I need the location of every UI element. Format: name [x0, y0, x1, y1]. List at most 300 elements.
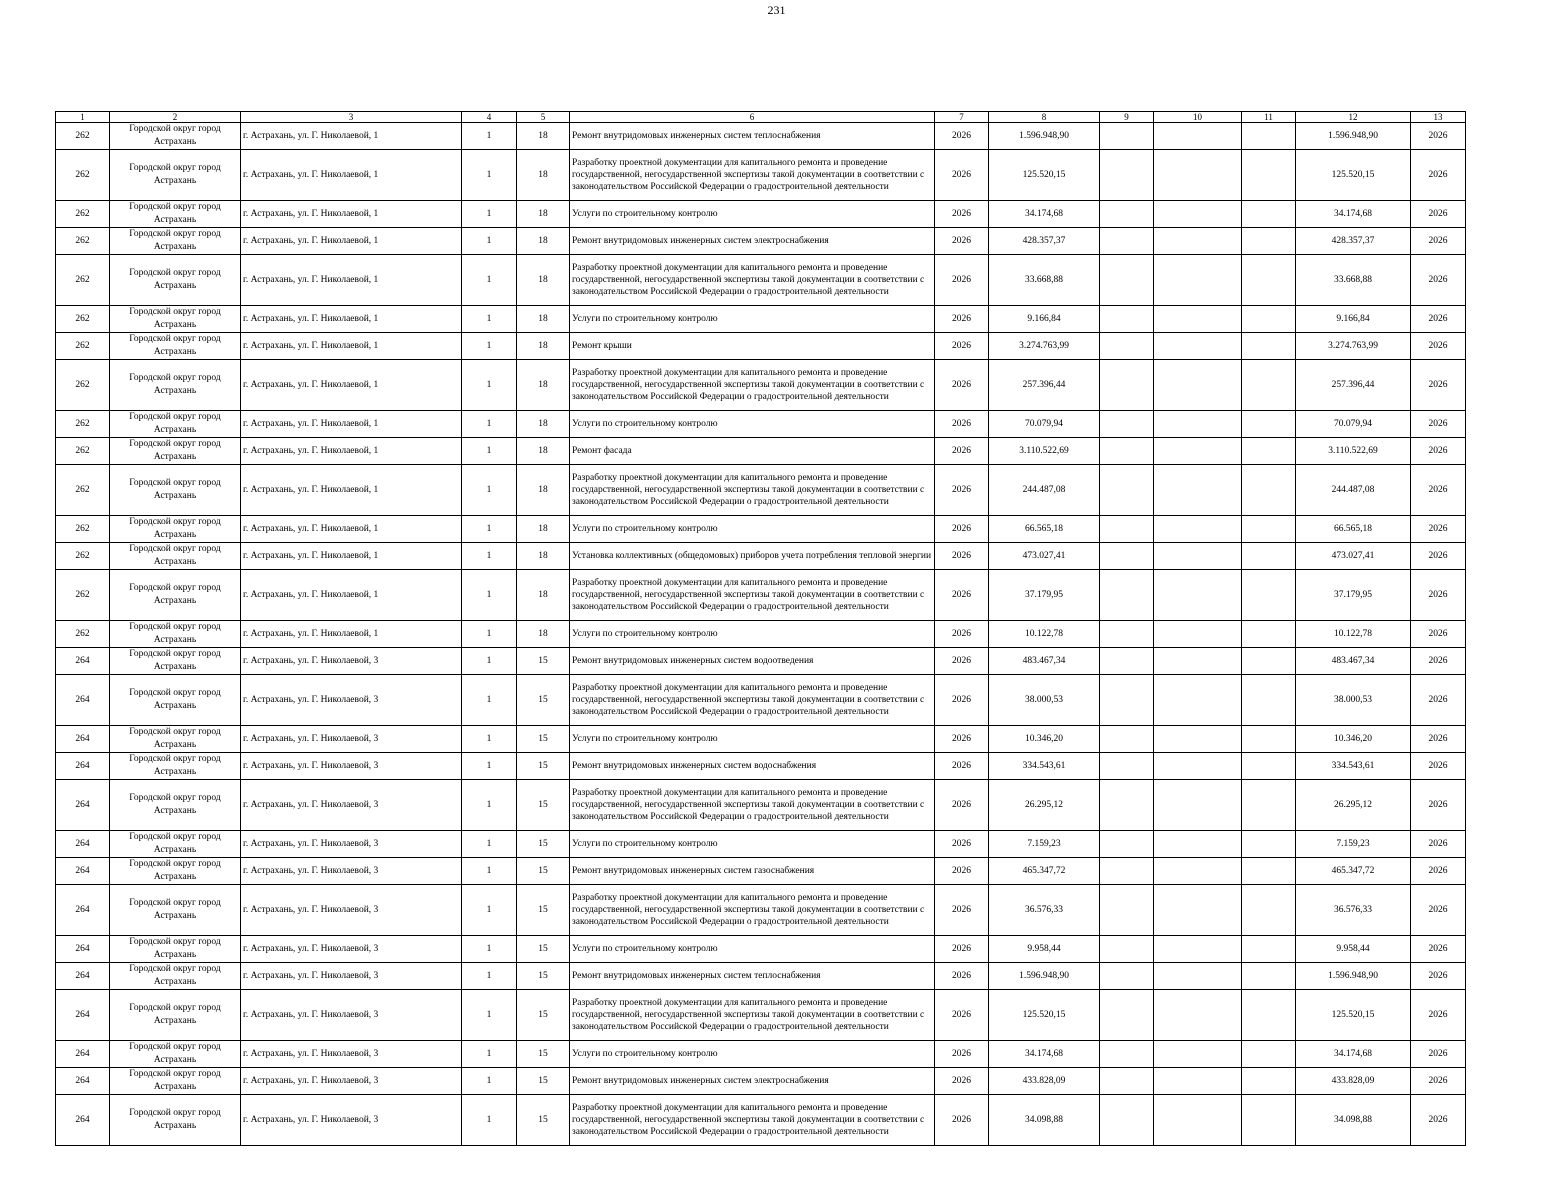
column-4-cell: 1 — [462, 201, 517, 228]
column-9-cell — [1100, 936, 1154, 963]
column-9-cell — [1100, 990, 1154, 1041]
column-4-cell: 1 — [462, 570, 517, 621]
work-type-cell: Ремонт крыши — [570, 333, 935, 360]
work-type-cell: Услуги по строительному контролю — [570, 306, 935, 333]
row-number-cell: 264 — [56, 675, 110, 726]
year-cell: 2026 — [935, 831, 989, 858]
total-cost-cell: 34.174,68 — [989, 1041, 1100, 1068]
year-cell: 2026 — [935, 465, 989, 516]
address-cell: г. Астрахань, ул. Г. Николаевой, 1 — [241, 360, 462, 411]
row-number-cell: 264 — [56, 990, 110, 1041]
column-11-cell — [1242, 228, 1296, 255]
column-4-cell: 1 — [462, 123, 517, 150]
column-4-cell: 1 — [462, 858, 517, 885]
column-5-cell: 18 — [517, 621, 570, 648]
column-9-cell — [1100, 516, 1154, 543]
column-9-cell — [1100, 621, 1154, 648]
column-4-cell: 1 — [462, 306, 517, 333]
table-row — [56, 675, 1466, 726]
column-10-cell — [1154, 123, 1242, 150]
column-5-cell: 15 — [517, 1095, 570, 1146]
year-cell: 2026 — [935, 255, 989, 306]
column-5-cell: 15 — [517, 963, 570, 990]
municipality-cell: Городской округ город Астрахань — [110, 753, 241, 780]
row-number-cell: 264 — [56, 936, 110, 963]
column-header: 7 — [935, 112, 989, 123]
work-type-cell: Разработку проектной документации для капитального ремонта и проведение государственной, негосударственной экспертизы такой документации в соответствии с законодательством Российской Федерации о градостроительной деятельности — [570, 150, 935, 201]
total-cost-cell: 34.098,88 — [989, 1095, 1100, 1146]
column-10-cell — [1154, 675, 1242, 726]
column-10-cell — [1154, 438, 1242, 465]
year-cell: 2026 — [935, 516, 989, 543]
row-number-cell: 264 — [56, 753, 110, 780]
column-9-cell — [1100, 831, 1154, 858]
fund-cost-cell: 10.122,78 — [1296, 621, 1411, 648]
municipality-cell: Городской округ город Астрахань — [110, 858, 241, 885]
municipality-cell: Городской округ город Астрахань — [110, 570, 241, 621]
row-number-cell: 262 — [56, 255, 110, 306]
column-header: 10 — [1154, 112, 1242, 123]
column-4-cell: 1 — [462, 516, 517, 543]
column-header: 3 — [241, 112, 462, 123]
total-cost-cell: 70.079,94 — [989, 411, 1100, 438]
total-cost-cell: 36.576,33 — [989, 885, 1100, 936]
row-number-cell: 262 — [56, 360, 110, 411]
total-cost-cell: 3.274.763,99 — [989, 333, 1100, 360]
address-cell: г. Астрахань, ул. Г. Николаевой, 1 — [241, 228, 462, 255]
column-10-cell — [1154, 516, 1242, 543]
row-number-cell: 264 — [56, 963, 110, 990]
address-cell: г. Астрахань, ул. Г. Николаевой, 3 — [241, 963, 462, 990]
total-cost-cell: 7.159,23 — [989, 831, 1100, 858]
year-cell: 2026 — [935, 621, 989, 648]
column-5-cell: 18 — [517, 255, 570, 306]
address-cell: г. Астрахань, ул. Г. Николаевой, 1 — [241, 411, 462, 438]
column-5-cell: 18 — [517, 465, 570, 516]
year-cell: 2026 — [935, 648, 989, 675]
column-10-cell — [1154, 936, 1242, 963]
column-10-cell — [1154, 306, 1242, 333]
completion-year-cell: 2026 — [1411, 1041, 1466, 1068]
municipality-cell: Городской округ город Астрахань — [110, 123, 241, 150]
address-cell: г. Астрахань, ул. Г. Николаевой, 3 — [241, 885, 462, 936]
row-number-cell: 262 — [56, 150, 110, 201]
address-cell: г. Астрахань, ул. Г. Николаевой, 3 — [241, 858, 462, 885]
address-cell: г. Астрахань, ул. Г. Николаевой, 3 — [241, 831, 462, 858]
address-cell: г. Астрахань, ул. Г. Николаевой, 3 — [241, 726, 462, 753]
column-5-cell: 15 — [517, 648, 570, 675]
column-11-cell — [1242, 936, 1296, 963]
column-11-cell — [1242, 726, 1296, 753]
column-10-cell — [1154, 858, 1242, 885]
work-type-cell: Разработку проектной документации для капитального ремонта и проведение государственной, негосударственной экспертизы такой документации в соответствии с законодательством Российской Федерации о градостроительной деятельности — [570, 885, 935, 936]
table-row — [56, 201, 1466, 228]
column-4-cell: 1 — [462, 228, 517, 255]
year-cell: 2026 — [935, 1068, 989, 1095]
total-cost-cell: 9.958,44 — [989, 936, 1100, 963]
column-5-cell: 18 — [517, 411, 570, 438]
work-type-cell: Услуги по строительному контролю — [570, 831, 935, 858]
column-5-cell: 18 — [517, 228, 570, 255]
total-cost-cell: 3.110.522,69 — [989, 438, 1100, 465]
work-type-cell: Ремонт внутридомовых инженерных систем электроснабжения — [570, 228, 935, 255]
table-body — [56, 123, 1466, 1146]
address-cell: г. Астрахань, ул. Г. Николаевой, 1 — [241, 570, 462, 621]
fund-cost-cell: 1.596.948,90 — [1296, 963, 1411, 990]
completion-year-cell: 2026 — [1411, 306, 1466, 333]
year-cell: 2026 — [935, 360, 989, 411]
address-cell: г. Астрахань, ул. Г. Николаевой, 1 — [241, 438, 462, 465]
municipality-cell: Городской округ город Астрахань — [110, 621, 241, 648]
column-9-cell — [1100, 885, 1154, 936]
fund-cost-cell: 257.396,44 — [1296, 360, 1411, 411]
column-10-cell — [1154, 360, 1242, 411]
column-11-cell — [1242, 753, 1296, 780]
completion-year-cell: 2026 — [1411, 936, 1466, 963]
completion-year-cell: 2026 — [1411, 438, 1466, 465]
column-4-cell: 1 — [462, 465, 517, 516]
column-11-cell — [1242, 570, 1296, 621]
total-cost-cell: 33.668,88 — [989, 255, 1100, 306]
table-row — [56, 411, 1466, 438]
total-cost-cell: 34.174,68 — [989, 201, 1100, 228]
total-cost-cell: 428.357,37 — [989, 228, 1100, 255]
column-11-cell — [1242, 306, 1296, 333]
column-11-cell — [1242, 255, 1296, 306]
column-11-cell — [1242, 831, 1296, 858]
column-10-cell — [1154, 150, 1242, 201]
fund-cost-cell: 125.520,15 — [1296, 150, 1411, 201]
column-11-cell — [1242, 465, 1296, 516]
year-cell: 2026 — [935, 726, 989, 753]
work-type-cell: Ремонт фасада — [570, 438, 935, 465]
column-11-cell — [1242, 885, 1296, 936]
table-row — [56, 621, 1466, 648]
column-9-cell — [1100, 648, 1154, 675]
address-cell: г. Астрахань, ул. Г. Николаевой, 3 — [241, 1095, 462, 1146]
year-cell: 2026 — [935, 123, 989, 150]
work-type-cell: Услуги по строительному контролю — [570, 1041, 935, 1068]
column-4-cell: 1 — [462, 543, 517, 570]
municipality-cell: Городской округ город Астрахань — [110, 885, 241, 936]
address-cell: г. Астрахань, ул. Г. Николаевой, 1 — [241, 465, 462, 516]
column-10-cell — [1154, 255, 1242, 306]
column-5-cell: 18 — [517, 543, 570, 570]
year-cell: 2026 — [935, 306, 989, 333]
work-type-cell: Установка коллективных (общедомовых) приборов учета потребления тепловой энергии — [570, 543, 935, 570]
column-5-cell: 15 — [517, 726, 570, 753]
table-row — [56, 516, 1466, 543]
column-header: 5 — [517, 112, 570, 123]
table-row — [56, 831, 1466, 858]
column-9-cell — [1100, 123, 1154, 150]
column-header: 11 — [1242, 112, 1296, 123]
column-5-cell: 15 — [517, 990, 570, 1041]
fund-cost-cell: 1.596.948,90 — [1296, 123, 1411, 150]
completion-year-cell: 2026 — [1411, 726, 1466, 753]
municipality-cell: Городской округ город Астрахань — [110, 648, 241, 675]
work-type-cell: Услуги по строительному контролю — [570, 411, 935, 438]
column-5-cell: 15 — [517, 1068, 570, 1095]
municipality-cell: Городской округ город Астрахань — [110, 1068, 241, 1095]
municipality-cell: Городской округ город Астрахань — [110, 1095, 241, 1146]
fund-cost-cell: 70.079,94 — [1296, 411, 1411, 438]
column-9-cell — [1100, 963, 1154, 990]
total-cost-cell: 1.596.948,90 — [989, 963, 1100, 990]
work-type-cell: Разработку проектной документации для капитального ремонта и проведение государственной, негосударственной экспертизы такой документации в соответствии с законодательством Российской Федерации о градостроительной деятельности — [570, 1095, 935, 1146]
municipality-cell: Городской округ город Астрахань — [110, 360, 241, 411]
fund-cost-cell: 26.295,12 — [1296, 780, 1411, 831]
work-type-cell: Разработку проектной документации для капитального ремонта и проведение государственной, негосударственной экспертизы такой документации в соответствии с законодательством Российской Федерации о градостроительной деятельности — [570, 465, 935, 516]
column-10-cell — [1154, 621, 1242, 648]
row-number-cell: 264 — [56, 831, 110, 858]
column-5-cell: 18 — [517, 201, 570, 228]
column-header: 9 — [1100, 112, 1154, 123]
municipality-cell: Городской округ город Астрахань — [110, 831, 241, 858]
row-number-cell: 262 — [56, 465, 110, 516]
row-number-cell: 264 — [56, 648, 110, 675]
column-header: 6 — [570, 112, 935, 123]
column-5-cell: 18 — [517, 123, 570, 150]
work-type-cell: Разработку проектной документации для капитального ремонта и проведение государственной, негосударственной экспертизы такой документации в соответствии с законодательством Российской Федерации о градостроительной деятельности — [570, 570, 935, 621]
year-cell: 2026 — [935, 201, 989, 228]
address-cell: г. Астрахань, ул. Г. Николаевой, 1 — [241, 150, 462, 201]
row-number-cell: 262 — [56, 306, 110, 333]
year-cell: 2026 — [935, 990, 989, 1041]
column-4-cell: 1 — [462, 831, 517, 858]
column-9-cell — [1100, 360, 1154, 411]
column-4-cell: 1 — [462, 255, 517, 306]
column-header: 13 — [1411, 112, 1466, 123]
column-4-cell: 1 — [462, 1068, 517, 1095]
address-cell: г. Астрахань, ул. Г. Николаевой, 1 — [241, 201, 462, 228]
municipality-cell: Городской округ город Астрахань — [110, 255, 241, 306]
table-row — [56, 780, 1466, 831]
column-5-cell: 15 — [517, 885, 570, 936]
row-number-cell: 264 — [56, 1041, 110, 1068]
completion-year-cell: 2026 — [1411, 1095, 1466, 1146]
column-9-cell — [1100, 1068, 1154, 1095]
year-cell: 2026 — [935, 411, 989, 438]
work-type-cell: Услуги по строительному контролю — [570, 516, 935, 543]
row-number-cell: 262 — [56, 228, 110, 255]
column-5-cell: 15 — [517, 831, 570, 858]
total-cost-cell: 38.000,53 — [989, 675, 1100, 726]
total-cost-cell: 257.396,44 — [989, 360, 1100, 411]
column-10-cell — [1154, 570, 1242, 621]
completion-year-cell: 2026 — [1411, 990, 1466, 1041]
table-row — [56, 306, 1466, 333]
year-cell: 2026 — [935, 543, 989, 570]
total-cost-cell: 1.596.948,90 — [989, 123, 1100, 150]
work-type-cell: Разработку проектной документации для капитального ремонта и проведение государственной, негосударственной экспертизы такой документации в соответствии с законодательством Российской Федерации о градостроительной деятельности — [570, 675, 935, 726]
column-9-cell — [1100, 333, 1154, 360]
column-11-cell — [1242, 333, 1296, 360]
total-cost-cell: 473.027,41 — [989, 543, 1100, 570]
column-4-cell: 1 — [462, 936, 517, 963]
column-10-cell — [1154, 726, 1242, 753]
column-9-cell — [1100, 465, 1154, 516]
fund-cost-cell: 37.179,95 — [1296, 570, 1411, 621]
completion-year-cell: 2026 — [1411, 516, 1466, 543]
table-row — [56, 753, 1466, 780]
column-4-cell: 1 — [462, 726, 517, 753]
table-row — [56, 570, 1466, 621]
year-cell: 2026 — [935, 858, 989, 885]
column-10-cell — [1154, 648, 1242, 675]
fund-cost-cell: 9.958,44 — [1296, 936, 1411, 963]
column-9-cell — [1100, 543, 1154, 570]
column-4-cell: 1 — [462, 885, 517, 936]
municipality-cell: Городской округ город Астрахань — [110, 936, 241, 963]
municipality-cell: Городской округ город Астрахань — [110, 333, 241, 360]
table-row — [56, 465, 1466, 516]
column-5-cell: 18 — [517, 360, 570, 411]
municipality-cell: Городской округ город Астрахань — [110, 675, 241, 726]
row-number-cell: 264 — [56, 858, 110, 885]
work-type-cell: Ремонт внутридомовых инженерных систем теплоснабжения — [570, 123, 935, 150]
fund-cost-cell: 34.098,88 — [1296, 1095, 1411, 1146]
row-number-cell: 262 — [56, 123, 110, 150]
municipality-cell: Городской округ город Астрахань — [110, 438, 241, 465]
completion-year-cell: 2026 — [1411, 885, 1466, 936]
total-cost-cell: 26.295,12 — [989, 780, 1100, 831]
column-9-cell — [1100, 438, 1154, 465]
total-cost-cell: 66.565,18 — [989, 516, 1100, 543]
work-type-cell: Ремонт внутридомовых инженерных систем теплоснабжения — [570, 963, 935, 990]
completion-year-cell: 2026 — [1411, 648, 1466, 675]
address-cell: г. Астрахань, ул. Г. Николаевой, 1 — [241, 123, 462, 150]
fund-cost-cell: 3.110.522,69 — [1296, 438, 1411, 465]
table-row — [56, 963, 1466, 990]
column-10-cell — [1154, 780, 1242, 831]
total-cost-cell: 125.520,15 — [989, 990, 1100, 1041]
column-number-row — [56, 112, 1466, 123]
column-9-cell — [1100, 1041, 1154, 1068]
completion-year-cell: 2026 — [1411, 255, 1466, 306]
column-4-cell: 1 — [462, 438, 517, 465]
address-cell: г. Астрахань, ул. Г. Николаевой, 1 — [241, 333, 462, 360]
column-11-cell — [1242, 675, 1296, 726]
column-10-cell — [1154, 990, 1242, 1041]
column-11-cell — [1242, 438, 1296, 465]
completion-year-cell: 2026 — [1411, 570, 1466, 621]
table-row — [56, 438, 1466, 465]
work-type-cell: Ремонт внутридомовых инженерных систем газоснабжения — [570, 858, 935, 885]
page-number: 231 — [767, 3, 786, 17]
address-cell: г. Астрахань, ул. Г. Николаевой, 3 — [241, 990, 462, 1041]
column-4-cell: 1 — [462, 621, 517, 648]
column-11-cell — [1242, 201, 1296, 228]
address-cell: г. Астрахань, ул. Г. Николаевой, 3 — [241, 753, 462, 780]
address-cell: г. Астрахань, ул. Г. Николаевой, 1 — [241, 516, 462, 543]
table-row — [56, 1068, 1466, 1095]
address-cell: г. Астрахань, ул. Г. Николаевой, 3 — [241, 1041, 462, 1068]
completion-year-cell: 2026 — [1411, 675, 1466, 726]
fund-cost-cell: 36.576,33 — [1296, 885, 1411, 936]
column-11-cell — [1242, 411, 1296, 438]
municipality-cell: Городской округ город Астрахань — [110, 150, 241, 201]
total-cost-cell: 465.347,72 — [989, 858, 1100, 885]
fund-cost-cell: 428.357,37 — [1296, 228, 1411, 255]
municipality-cell: Городской округ город Астрахань — [110, 306, 241, 333]
municipality-cell: Городской округ город Астрахань — [110, 465, 241, 516]
work-type-cell: Ремонт внутридомовых инженерных систем водоснабжения — [570, 753, 935, 780]
column-5-cell: 15 — [517, 858, 570, 885]
column-11-cell — [1242, 1068, 1296, 1095]
column-9-cell — [1100, 150, 1154, 201]
completion-year-cell: 2026 — [1411, 228, 1466, 255]
total-cost-cell: 244.487,08 — [989, 465, 1100, 516]
column-10-cell — [1154, 465, 1242, 516]
table-row — [56, 1095, 1466, 1146]
address-cell: г. Астрахань, ул. Г. Николаевой, 3 — [241, 1068, 462, 1095]
column-10-cell — [1154, 1068, 1242, 1095]
work-type-cell: Услуги по строительному контролю — [570, 936, 935, 963]
row-number-cell: 264 — [56, 726, 110, 753]
column-9-cell — [1100, 726, 1154, 753]
table-row — [56, 333, 1466, 360]
fund-cost-cell: 465.347,72 — [1296, 858, 1411, 885]
fund-cost-cell: 473.027,41 — [1296, 543, 1411, 570]
column-4-cell: 1 — [462, 963, 517, 990]
table-row — [56, 150, 1466, 201]
completion-year-cell: 2026 — [1411, 201, 1466, 228]
completion-year-cell: 2026 — [1411, 831, 1466, 858]
fund-cost-cell: 125.520,15 — [1296, 990, 1411, 1041]
table-row — [56, 936, 1466, 963]
completion-year-cell: 2026 — [1411, 621, 1466, 648]
column-5-cell: 15 — [517, 780, 570, 831]
column-5-cell: 15 — [517, 936, 570, 963]
column-11-cell — [1242, 780, 1296, 831]
completion-year-cell: 2026 — [1411, 123, 1466, 150]
completion-year-cell: 2026 — [1411, 780, 1466, 831]
column-11-cell — [1242, 963, 1296, 990]
column-4-cell: 1 — [462, 1095, 517, 1146]
address-cell: г. Астрахань, ул. Г. Николаевой, 3 — [241, 936, 462, 963]
municipality-cell: Городской округ город Астрахань — [110, 201, 241, 228]
municipality-cell: Городской округ город Астрахань — [110, 516, 241, 543]
column-11-cell — [1242, 858, 1296, 885]
total-cost-cell: 483.467,34 — [989, 648, 1100, 675]
completion-year-cell: 2026 — [1411, 150, 1466, 201]
address-cell: г. Астрахань, ул. Г. Николаевой, 1 — [241, 255, 462, 306]
column-4-cell: 1 — [462, 753, 517, 780]
completion-year-cell: 2026 — [1411, 333, 1466, 360]
column-10-cell — [1154, 831, 1242, 858]
column-10-cell — [1154, 411, 1242, 438]
column-4-cell: 1 — [462, 780, 517, 831]
year-cell: 2026 — [935, 780, 989, 831]
column-4-cell: 1 — [462, 648, 517, 675]
column-10-cell — [1154, 333, 1242, 360]
year-cell: 2026 — [935, 753, 989, 780]
year-cell: 2026 — [935, 936, 989, 963]
work-type-cell: Разработку проектной документации для капитального ремонта и проведение государственной, негосударственной экспертизы такой документации в соответствии с законодательством Российской Федерации о градостроительной деятельности — [570, 780, 935, 831]
column-5-cell: 18 — [517, 570, 570, 621]
total-cost-cell: 125.520,15 — [989, 150, 1100, 201]
address-cell: г. Астрахань, ул. Г. Николаевой, 1 — [241, 621, 462, 648]
fund-cost-cell: 38.000,53 — [1296, 675, 1411, 726]
row-number-cell: 264 — [56, 780, 110, 831]
table-row — [56, 123, 1466, 150]
fund-cost-cell: 433.828,09 — [1296, 1068, 1411, 1095]
year-cell: 2026 — [935, 963, 989, 990]
row-number-cell: 262 — [56, 201, 110, 228]
column-9-cell — [1100, 306, 1154, 333]
column-9-cell — [1100, 570, 1154, 621]
